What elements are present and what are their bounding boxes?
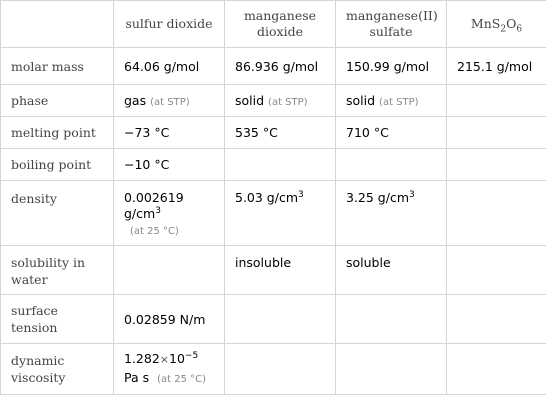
formula-sub-6: 6 [516, 25, 522, 35]
cell-melting-point-mns2o6 [447, 117, 546, 149]
cell-boiling-point-manganese-dioxide [225, 149, 336, 181]
cell-phase-manganese-dioxide [225, 85, 336, 117]
row-density [1, 181, 546, 246]
cell-viscosity-mns2o6 [447, 344, 546, 395]
cell-phase-sulfur-dioxide [114, 85, 225, 117]
phase-value: solid [235, 93, 264, 108]
cell-surface-tension-manganese-sulfate [336, 295, 447, 344]
phase-value: solid [346, 93, 375, 108]
viscosity-unit: Pa s [124, 370, 149, 385]
row-label-molar-mass: molar mass [1, 48, 114, 85]
row-label-boiling-point: boiling point [1, 149, 114, 181]
cell-surface-tension-manganese-dioxide [225, 295, 336, 344]
cell-density-manganese-dioxide [225, 181, 336, 246]
row-phase [1, 85, 546, 117]
phase-note: (at STP) [150, 97, 190, 108]
header-manganese-sulfate: manganese(II) sulfate [336, 1, 447, 48]
cell-molar-mass-sulfur-dioxide: 64.06 g/mol [114, 48, 225, 85]
density-exponent: 3 [409, 190, 415, 200]
cell-viscosity-sulfur-dioxide [114, 344, 225, 395]
cell-surface-tension-mns2o6 [447, 295, 546, 344]
viscosity-base: 10 [169, 351, 185, 366]
density-value: 3.25 g/cm [346, 190, 409, 205]
header-row [1, 1, 546, 48]
cell-solubility-manganese-sulfate: soluble [336, 246, 447, 295]
density-exponent: 3 [155, 206, 161, 216]
times-sign: × [160, 353, 169, 366]
row-surface-tension [1, 295, 546, 344]
cell-surface-tension-sulfur-dioxide: 0.02859 N/m [114, 295, 225, 344]
cell-viscosity-manganese-sulfate [336, 344, 447, 395]
row-label-surface-tension: surface tension [1, 295, 114, 344]
cell-density-sulfur-dioxide [114, 181, 225, 246]
formula-sub-2: 2 [500, 25, 506, 35]
header-mns2o6 [447, 1, 546, 48]
cell-solubility-manganese-dioxide: insoluble [225, 246, 336, 295]
row-label-phase: phase [1, 85, 114, 117]
row-melting-point [1, 117, 546, 149]
row-label-melting-point: melting point [1, 117, 114, 149]
header-manganese-dioxide: manganese dioxide [225, 1, 336, 48]
density-value: 5.03 g/cm [235, 190, 298, 205]
header-sulfur-dioxide: sulfur dioxide [114, 1, 225, 48]
row-label-solubility: solubility in water [1, 246, 114, 295]
cell-molar-mass-mns2o6: 215.1 g/mol [447, 48, 546, 85]
density-exponent: 3 [298, 190, 304, 200]
cell-viscosity-manganese-dioxide [225, 344, 336, 395]
row-label-density: density [1, 181, 114, 246]
cell-melting-point-sulfur-dioxide: −73 °C [114, 117, 225, 149]
formula-o: O [506, 16, 516, 31]
cell-solubility-sulfur-dioxide [114, 246, 225, 295]
phase-note: (at STP) [268, 97, 308, 108]
cell-solubility-mns2o6 [447, 246, 546, 295]
cell-boiling-point-manganese-sulfate [336, 149, 447, 181]
viscosity-mantissa: 1.282 [124, 351, 160, 366]
row-dynamic-viscosity [1, 344, 546, 395]
density-unit: g/cm [124, 206, 155, 221]
cell-melting-point-manganese-dioxide: 535 °C [225, 117, 336, 149]
density-note: (at 25 °C) [130, 224, 214, 240]
cell-molar-mass-manganese-dioxide: 86.936 g/mol [225, 48, 336, 85]
header-empty [1, 1, 114, 48]
viscosity-note: (at 25 °C) [157, 374, 206, 385]
row-label-dynamic-viscosity: dynamic viscosity [1, 344, 114, 395]
row-molar-mass [1, 48, 546, 85]
formula-mns: MnS [471, 16, 500, 31]
density-value: 0.002619 [124, 190, 184, 205]
cell-molar-mass-manganese-sulfate: 150.99 g/mol [336, 48, 447, 85]
cell-density-manganese-sulfate [336, 181, 447, 246]
row-boiling-point [1, 149, 546, 181]
cell-phase-mns2o6 [447, 85, 546, 117]
row-solubility [1, 246, 546, 295]
cell-boiling-point-mns2o6 [447, 149, 546, 181]
viscosity-exponent: −5 [185, 350, 198, 360]
cell-boiling-point-sulfur-dioxide: −10 °C [114, 149, 225, 181]
phase-note: (at STP) [379, 97, 419, 108]
cell-phase-manganese-sulfate [336, 85, 447, 117]
cell-density-mns2o6 [447, 181, 546, 246]
phase-value: gas [124, 93, 146, 108]
cell-melting-point-manganese-sulfate: 710 °C [336, 117, 447, 149]
